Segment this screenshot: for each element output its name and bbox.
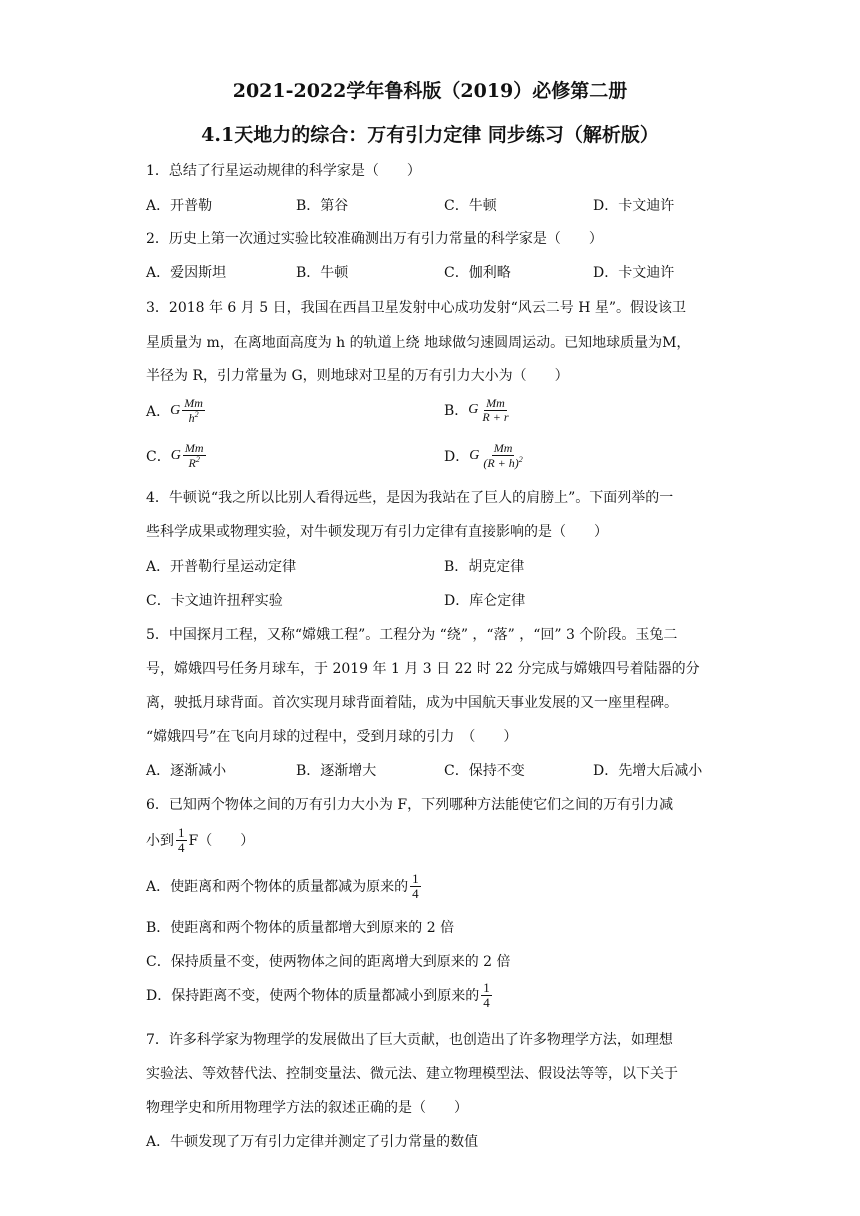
q3-line1: 3．2018 年 6 月 5 日，我国在西昌卫星发射中心成功发射“风云二号 H 星”。假设该卫 — [146, 300, 687, 316]
q6-option-a: A．使距离和两个物体的质量都减为原来的 $\frac{1}{4}$ — [146, 871, 419, 901]
q3-option-d: D． G $\frac{Mm}{(R + h)^2}$ — [444, 441, 523, 470]
q3-option-c: C． G $\frac{Mm}{R^2}$ — [146, 441, 204, 470]
q3-option-c-fraction: $\frac{Mm}{R^2}$ — [184, 441, 204, 470]
q7-line3: 物理学史和所用物理学方法的叙述正确的是（ ） — [146, 1100, 468, 1116]
q5-option-a: A．逐渐减小 — [146, 763, 227, 779]
q4-option-c: C．卡文迪许扭秤实验 — [146, 593, 283, 609]
q6-line1: 6．已知两个物体之间的万有引力大小为 F，下列哪种方法能使它们之间的万有引力减 — [146, 797, 674, 813]
q3-option-a: A． G $\frac{Mm}{h^2}$ — [146, 396, 203, 425]
q5-line2: 号，嫦娥四号任务月球车，于 2019 年 1 月 3 日 22 时 22 分完成与嫦娥四号着陆器的分 — [146, 661, 700, 677]
q4-option-b: B．胡克定律 — [444, 559, 525, 575]
q1-option-b: B．第谷 — [296, 198, 349, 214]
q3-option-b: B． G $\frac{Mm}{R + r}$ — [444, 396, 509, 424]
q2-option-a: A．爱因斯坦 — [146, 265, 227, 281]
q6-quarter-fraction: $\frac{1}{4}$ — [178, 825, 185, 855]
q6-option-b: B．使距离和两个物体的质量都增大到原来的 2 倍 — [146, 920, 455, 936]
q6-option-d-fraction: $\frac{1}{4}$ — [483, 980, 490, 1010]
q4-option-d: D．库仑定律 — [444, 593, 526, 609]
q2-option-d: D．卡文迪许 — [593, 265, 675, 281]
q5-line1: 5．中国探月工程，又称“嫦娥工程”。工程分为 “绕” ，“落” ，“回” 3 个阶段。玉兔二 — [146, 627, 678, 643]
q3-option-b-fraction: $\frac{Mm}{R + r}$ — [482, 396, 509, 424]
q2-stem: 2．历史上第一次通过实验比较准确测出万有引力常量的科学家是（ ） — [146, 231, 603, 247]
q1-option-a: A．开普勒 — [146, 198, 213, 214]
q4-line2: 些科学成果或物理实验，对牛顿发现万有引力定律有直接影响的是（ ） — [146, 524, 608, 540]
q6-option-d: D．保持距离不变，使两个物体的质量都减小到原来的 $\frac{1}{4}$ — [146, 980, 490, 1010]
q1-stem: 1．总结了行星运动规律的科学家是（ ） — [146, 163, 421, 179]
q6-line2: 小到 $\frac{1}{4}$ F（ ） — [146, 825, 255, 855]
q1-option-c: C．牛顿 — [444, 198, 497, 214]
q2-option-b: B．牛顿 — [296, 265, 349, 281]
doc-title-line2: 4.1天地力的综合：万有引力定律 同步练习（解析版） — [201, 124, 659, 146]
q6-option-c: C．保持质量不变，使两物体之间的距离增大到原来的 2 倍 — [146, 954, 511, 970]
q5-line4: “嫦娥四号”在飞向月球的过程中，受到月球的引力 （ ） — [146, 729, 518, 745]
q5-option-b: B．逐渐增大 — [296, 763, 377, 779]
q5-option-c: C．保持不变 — [444, 763, 525, 779]
q7-line2: 实验法、等效替代法、控制变量法、微元法、建立物理模型法、假设法等等，以下关于 — [146, 1066, 678, 1082]
q2-option-c: C．伽利略 — [444, 265, 511, 281]
q1-option-d: D．卡文迪许 — [593, 198, 675, 214]
q5-line3: 离，驶抵月球背面。首次实现月球背面着陆，成为中国航天事业发展的又一座里程碑。 — [146, 695, 678, 711]
q4-line1: 4．牛顿说“我之所以比别人看得远些，是因为我站在了巨人的肩膀上”。下面列举的一 — [146, 490, 674, 506]
q3-option-d-fraction: $\frac{Mm}{(R + h)^2}$ — [483, 441, 523, 470]
q5-option-d: D．先增大后减小 — [593, 763, 703, 779]
q7-line1: 7．许多科学家为物理学的发展做出了巨大贡献，也创造出了许多物理学方法，如理想 — [146, 1032, 673, 1048]
q4-option-a: A．开普勒行星运动定律 — [146, 559, 297, 575]
q6-option-a-fraction: $\frac{1}{4}$ — [412, 871, 419, 901]
q7-option-a: A．牛顿发现了万有引力定律并测定了引力常量的数值 — [146, 1134, 479, 1150]
q3-option-a-fraction: $\frac{Mm}{h^2}$ — [184, 396, 203, 425]
doc-title-line1: 2021-2022学年鲁科版（2019）必修第二册 — [232, 80, 628, 102]
q3-line3: 半径为 R，引力常量为 G，则地球对卫星的万有引力大小为（ ） — [146, 368, 569, 384]
q3-line2: 星质量为 m，在离地面高度为 h 的轨道上绕 地球做匀速圆周运动。已知地球质量为M， — [146, 335, 691, 351]
